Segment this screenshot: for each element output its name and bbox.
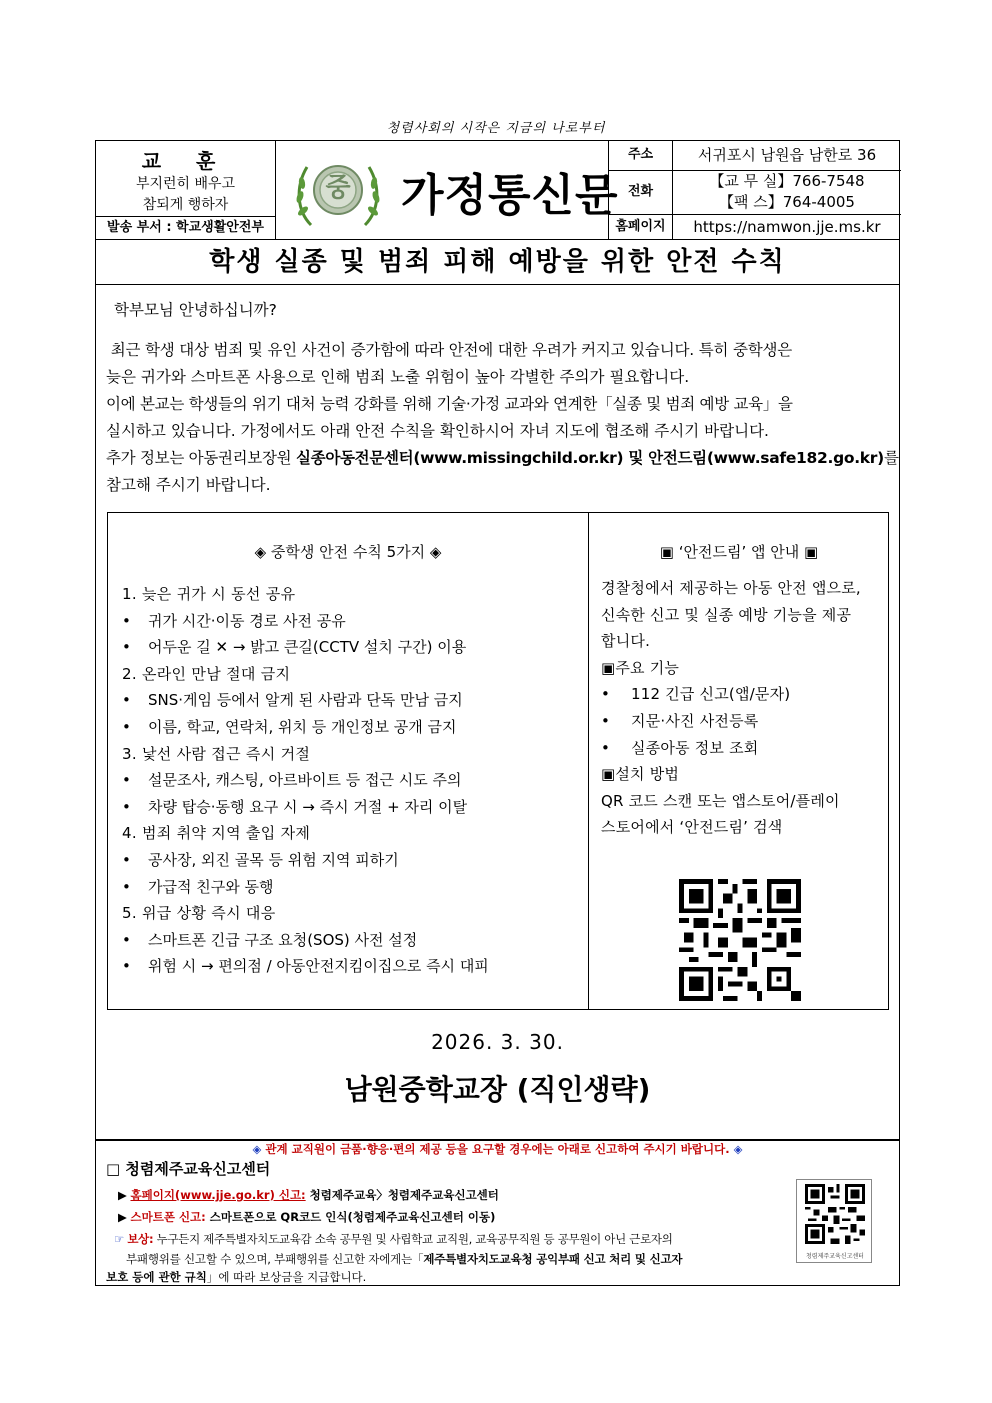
app-guide-line: [601, 814, 782, 841]
rule-text: 설문조사, 캐스팅, 아르바이트 등 접근 시도 주의: [148, 771, 462, 790]
rule-heading: [122, 661, 290, 688]
rule-heading: [122, 820, 310, 847]
app-guide-line: [601, 628, 650, 655]
bullet-icon: •: [122, 957, 131, 976]
rule-text: 위험 시 → 편의점 / 아동안전지킴이집으로 즉시 대피: [148, 957, 489, 976]
bullet-icon: •: [122, 611, 131, 630]
smartphone-report-label: 스마트폰 신고:: [130, 1210, 206, 1224]
report-qr-code-icon[interactable]: [805, 1184, 865, 1244]
app-guide-line: [601, 655, 679, 682]
letter-body: [95, 240, 900, 1140]
paragraph-line: 늦은 귀가와 스마트폰 사용으로 인해 범죄 노출 위험이 높아 각별한 주의가 필요합니다.: [106, 368, 690, 386]
safety-rules-title: ◈ 중학생 안전 수칙 5가지 ◈: [254, 543, 442, 561]
rule-bullet: [122, 953, 489, 980]
app-guide-line: [601, 761, 679, 788]
school-motto: [96, 141, 276, 216]
pointing-hand-icon: ☞: [114, 1232, 128, 1246]
reward-line: [126, 1251, 682, 1267]
rule-text: 귀가 시간·이동 경로 사전 공유: [148, 611, 346, 630]
diamond-icon: ◈: [252, 1142, 262, 1156]
info-text: 를: [883, 449, 899, 467]
reward-line: [106, 1269, 366, 1285]
rule-text: 2. 온라인 만남 절대 금지: [122, 664, 291, 683]
bullet-icon: •: [122, 851, 131, 869]
rule-heading: [122, 741, 310, 768]
app-guide-line: [601, 602, 851, 629]
regulation-name: 보호 등에 관한 규칙: [106, 1270, 207, 1284]
phone-label: 전화: [609, 171, 673, 214]
arrow-icon: ▶: [118, 1188, 131, 1202]
report-center-footer: [95, 1140, 900, 1286]
reward-label: 보상:: [127, 1232, 154, 1246]
bullet-icon: •: [122, 797, 131, 816]
app-guide-text: 지문·사진 사전등록: [631, 712, 759, 730]
letter-header: [95, 140, 900, 240]
app-guide-text: 112 긴급 신고(앱/문자): [631, 685, 791, 704]
app-guide-text: 스토어에서 ‘안전드림’ 검색: [601, 818, 783, 837]
rule-bullet: [122, 927, 417, 954]
rule-text: 어두운 길 ✕ → 밝고 큰길(CCTV 설치 구간) 이용: [148, 638, 467, 657]
school-contact-table: [608, 141, 900, 240]
bullet-icon: •: [601, 712, 611, 730]
rule-text: 5. 위급 상황 즉시 대응: [122, 904, 276, 923]
bullet-icon: •: [122, 691, 131, 710]
rule-bullet: [122, 714, 457, 741]
motto-title: 교 훈: [141, 149, 230, 173]
bullet-icon: •: [122, 877, 131, 896]
motto-line: 참되게 행하자: [142, 197, 229, 213]
reward-text: 」에 따라 보상금을 지급합니다.: [206, 1270, 367, 1284]
bullet-icon: •: [122, 771, 131, 790]
reward-text: 부패행위를 신고할 수 있으며, 부패행위를 신고한 자에게는「: [126, 1252, 424, 1266]
sending-department: 발송 부서 : 학교생활안전부: [96, 216, 276, 240]
slogan: 청렴사회의 시작은 지금의 나로부터: [386, 121, 606, 136]
app-feature-bullet: [601, 681, 790, 708]
bullet-icon: •: [601, 685, 611, 704]
address-label: 주소: [609, 141, 673, 170]
paragraph-line: 이에 본교는 학생들의 위기 대처 능력 강화를 위해 기술·가정 교과와 연계한「실종 및 범죄 예방 교육」을: [106, 395, 793, 413]
report-qr-caption: 청렴제주교육신고센터: [806, 1253, 864, 1260]
app-guide-text: ▣주요 기능: [601, 658, 680, 677]
regulation-name: 제주특별자치도교육청 공익부패 신고 처리 및 신고자: [423, 1252, 683, 1266]
bullet-icon: •: [122, 930, 131, 949]
motto-line: 부지런히 배우고: [135, 176, 236, 192]
safety-info-box: [107, 512, 889, 1010]
address-row: [609, 141, 901, 171]
app-guide-text: QR 코드 스캔 또는 앱스토어/플레이: [601, 791, 840, 810]
phone-value: [673, 171, 901, 213]
bullet-icon: •: [122, 718, 131, 736]
report-center-title: □ 청렴제주교육신고센터: [106, 1160, 271, 1178]
info-text: 추가 정보는 아동권리보장원: [106, 449, 296, 467]
app-guide-text: 신속한 신고 및 실종 예방 기능을 제공: [601, 605, 852, 624]
homepage-row: [609, 215, 901, 240]
homepage-report-path: 청렴제주교육〉청렴제주교육신고센터: [305, 1188, 499, 1202]
smartphone-report-line: [118, 1209, 495, 1225]
rule-text: 차량 탑승·동행 요구 시 → 즉시 거절 + 자리 이탈: [148, 797, 468, 816]
greeting: 학부모님 안녕하십니까?: [114, 301, 277, 319]
arrow-icon: ▶: [118, 1210, 131, 1224]
rule-text: 가급적 친구와 동행: [148, 877, 274, 896]
paragraph-line: 실시하고 있습니다. 가정에서도 아래 안전 수칙을 확인하시어 자녀 지도에 협조해 주시기 바랍니다.: [106, 422, 769, 440]
reward-line: [114, 1231, 673, 1247]
app-guide-line: [601, 575, 861, 602]
rule-text: SNS·게임 등에서 알게 된 사람과 단독 만남 금지: [148, 691, 463, 710]
app-qr-code-icon[interactable]: [679, 879, 801, 1001]
app-feature-bullet: [601, 708, 758, 735]
paragraph-1: [106, 337, 899, 499]
issue-date: 2026. 3. 30.: [431, 1030, 564, 1054]
document-title: 가정통신문: [401, 170, 619, 221]
paragraph-line: 최근 학생 대상 범죄 및 유인 사건이 증가함에 따라 안전에 대한 우려가 커지고 있습니다. 특히 중학생은: [110, 341, 793, 359]
rule-bullet: [122, 794, 467, 821]
app-guide-line: [601, 788, 840, 815]
fax-number: 【팩 스】764-4005: [719, 193, 855, 211]
paragraph-line: 참고해 주시기 바랍니다.: [106, 476, 271, 494]
info-links[interactable]: 실종아동전문센터(www.missingchild.or.kr) 및 안전드림(www.safe182.go.kr): [295, 449, 884, 467]
report-warning: [96, 1141, 899, 1157]
paragraph-line: [106, 445, 899, 472]
safety-rules-panel: [108, 513, 589, 1009]
app-guide-text: 합니다.: [601, 632, 651, 651]
diamond-icon: ◈: [733, 1142, 743, 1156]
rule-text: 스마트폰 긴급 구조 요청(SOS) 사전 설정: [148, 930, 418, 949]
rule-bullet: [122, 874, 273, 901]
app-guide-title: ▣ ‘안전드림’ 앱 안내 ▣: [659, 543, 819, 561]
rule-text: 공사장, 외진 골목 등 위험 지역 피하기: [148, 851, 399, 869]
principal-signature: 남원중학교장 (직인생략): [344, 1073, 651, 1106]
warning-text: 관계 교직원이 금품·향응·편의 제공 등을 요구할 경우에는 아래로 신고하여 주시기 바랍니다.: [265, 1142, 730, 1156]
app-guide-text: ▣설치 방법: [601, 765, 680, 784]
emblem-character: 중: [325, 173, 351, 203]
homepage-link[interactable]: https://namwon.jje.ms.kr: [693, 218, 881, 236]
homepage-report-line: [118, 1187, 499, 1203]
rule-text: 4. 범죄 취약 지역 출입 자제: [122, 824, 311, 843]
rule-text: 이름, 학교, 연락처, 위치 등 개인정보 공개 금지: [148, 718, 457, 736]
smartphone-report-text: 스마트폰으로 QR코드 인식(청렴제주교육신고센터 이동): [205, 1210, 496, 1224]
rule-bullet: [122, 634, 466, 661]
rule-heading: [122, 581, 295, 608]
bullet-icon: •: [601, 738, 611, 757]
rule-text: 3. 낯선 사람 접근 즉시 거절: [122, 744, 311, 763]
app-guide-text: 경찰청에서 제공하는 아동 안전 앱으로,: [601, 579, 861, 597]
rule-bullet: [122, 608, 346, 635]
reward-text: 누구든지 제주특별자치도교육감 소속 공무원 및 사립학교 교직원, 교육공무직원 등 공무원이 아닌 근로자의: [153, 1232, 673, 1246]
app-guide-text: 실종아동 정보 조회: [631, 738, 759, 757]
app-feature-bullet: [601, 735, 758, 762]
homepage-report-link[interactable]: 홈페이지(www.jje.go.kr) 신고:: [130, 1188, 306, 1202]
phone-row: [609, 171, 901, 215]
rule-bullet: [122, 847, 399, 874]
rule-text: 1. 늦은 귀가 시 동선 공유: [122, 585, 296, 603]
office-phone: 【교 무 실】766-7548: [709, 172, 865, 190]
rule-heading: [122, 900, 276, 927]
report-qr-card[interactable]: [796, 1179, 872, 1263]
homepage-label: 홈페이지: [609, 215, 673, 240]
headline: 학생 실종 및 범죄 피해 예방을 위한 안전 수칙: [96, 240, 899, 285]
rule-bullet: [122, 767, 461, 794]
address-value: 서귀포시 남원읍 남한로 36: [697, 146, 877, 164]
bullet-icon: •: [122, 638, 131, 657]
rule-bullet: [122, 687, 463, 714]
